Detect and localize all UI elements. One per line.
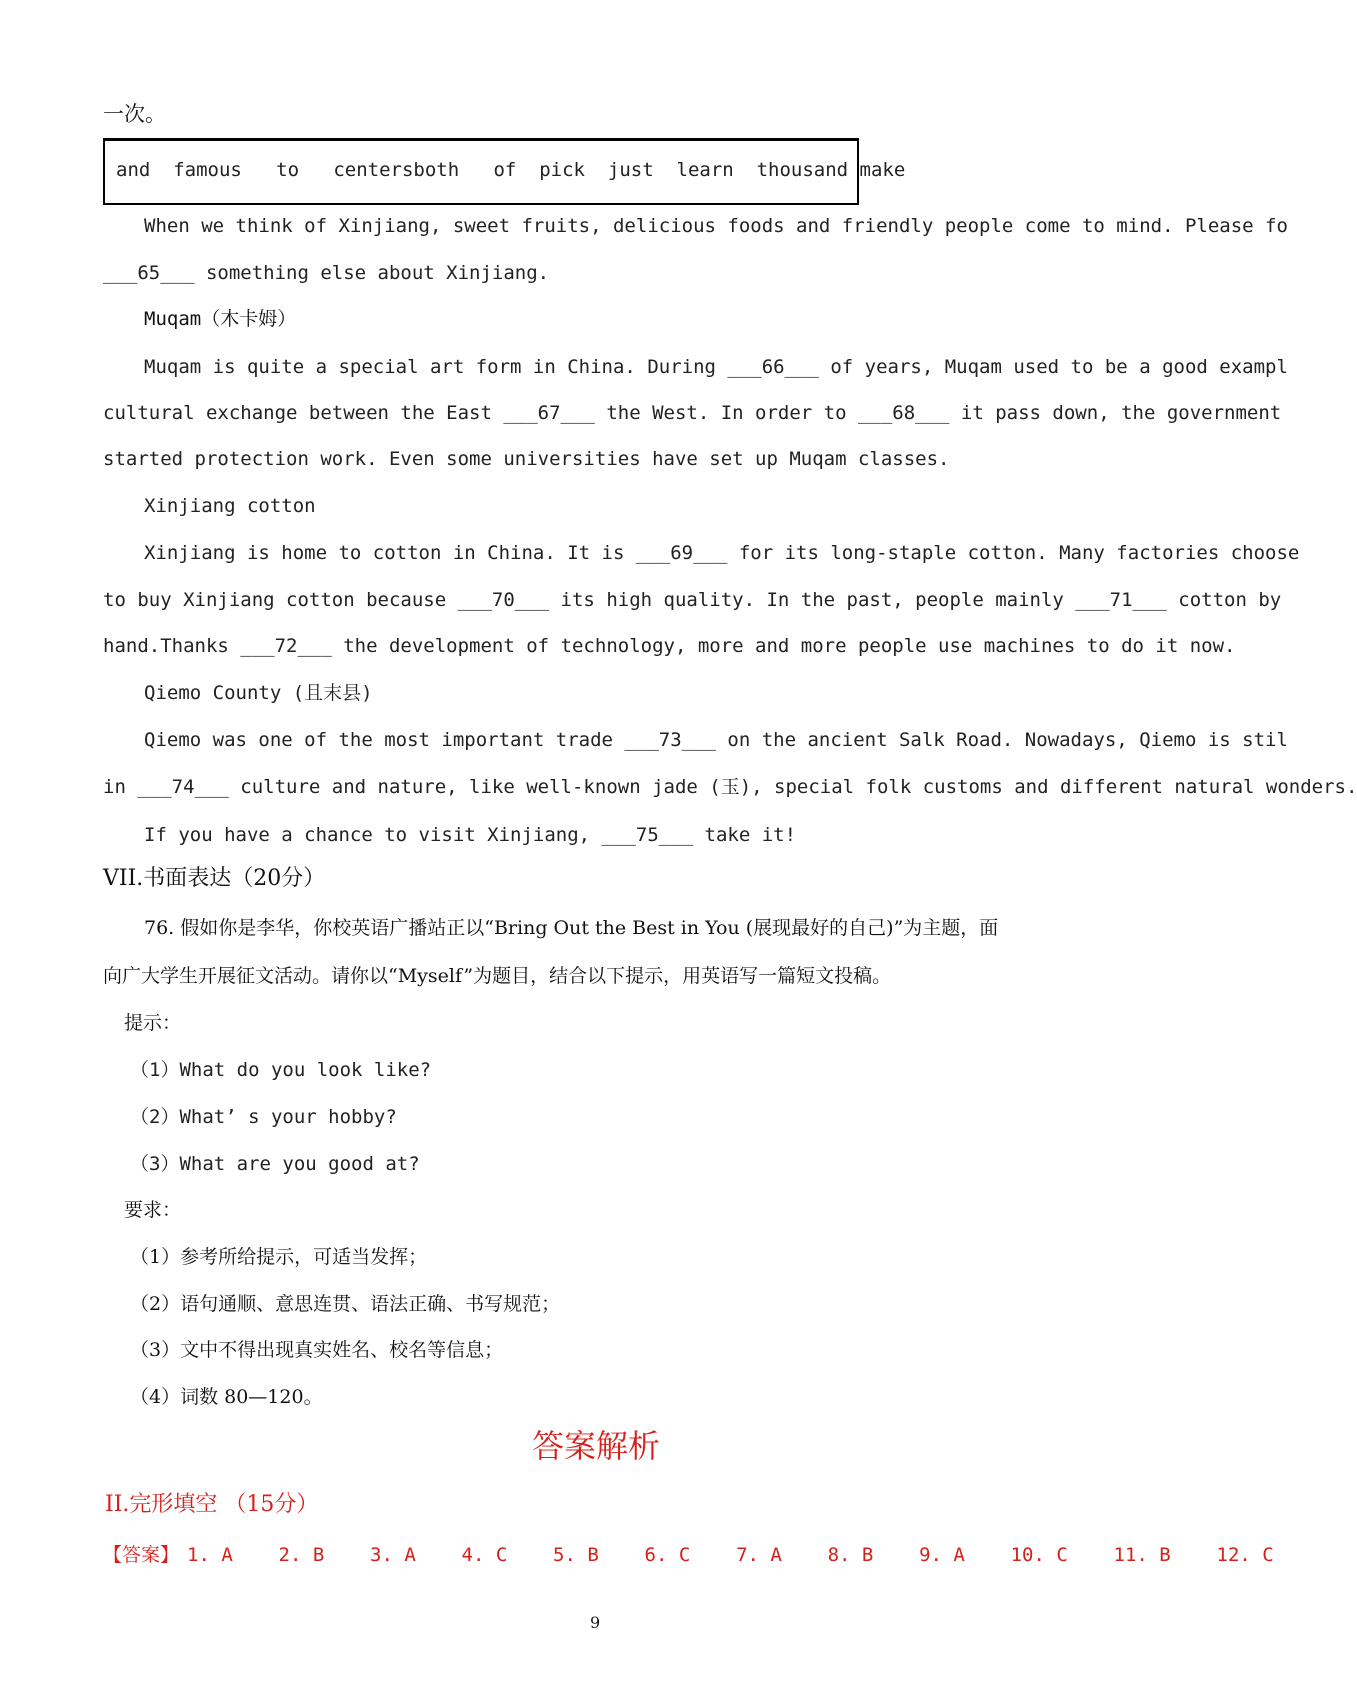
word-bank-text: and famous to centersboth of pick just learn thousand make xyxy=(116,159,906,181)
passage-line: Xinjiang is home to cotton in China. It is ___69___ for its long-staple cotton. Many factories choose xyxy=(144,542,1300,564)
tips-label: 提示： xyxy=(124,1012,182,1034)
passage-line: to buy Xinjiang cotton because ___70___ its high quality. In the past, people mainly ___71___ cotton by xyxy=(103,589,1282,611)
passage-heading-cotton: Xinjiang cotton xyxy=(144,495,316,517)
page-number: 9 xyxy=(590,1613,601,1632)
passage-line: ___65___ something else about Xinjiang. xyxy=(103,262,550,284)
requirement-item: （1）参考所给提示，可适当发挥； xyxy=(130,1246,428,1268)
requirement-item: （2）语句通顺、意思连贯、语法正确、书写规范； xyxy=(130,1293,561,1315)
tip-item: （1）What do you look like? xyxy=(130,1059,432,1081)
answer-title: 答案解析 xyxy=(532,1427,661,1465)
requirement-item: （4）词数 80—120。 xyxy=(130,1386,323,1408)
passage-line: started protection work. Even some universities have set up Muqam classes. xyxy=(103,448,950,470)
passage-heading-muqam: Muqam（木卡姆） xyxy=(144,308,297,330)
section-ii-title: II.完形填空 （15分） xyxy=(105,1492,319,1517)
requirements-label: 要求： xyxy=(124,1199,182,1221)
q76-line-1: 76. 假如你是李华，你校英语广播站正以“Bring Out the Best in You (展现最好的自己)”为主题，面 xyxy=(144,917,999,939)
top-line: 一次。 xyxy=(103,102,166,126)
requirement-item: （3）文中不得出现真实姓名、校名等信息； xyxy=(130,1339,504,1361)
passage-heading-qiemo: Qiemo County (且末县) xyxy=(144,682,373,704)
passage-line: Muqam is quite a special art form in China. During ___66___ of years, Muqam used to be a good exampl xyxy=(144,356,1288,378)
passage-line: in ___74___ culture and nature, like well-known jade (玉), special folk customs and different natural wonders. xyxy=(103,776,1357,798)
passage-line: If you have a chance to visit Xinjiang, ___75___ take it! xyxy=(144,824,797,846)
tip-item: （3）What are you good at? xyxy=(130,1153,420,1175)
answer-label: 【答案】 xyxy=(103,1544,180,1566)
section-vii-title: VII.书面表达（20分） xyxy=(103,866,326,891)
answer-list: 1. A 2. B 3. A 4. C 5. B 6. C 7. A 8. B 9. A 10. C 11. B 12. C xyxy=(187,1544,1274,1566)
passage-line: Qiemo was one of the most important trade ___73___ on the ancient Salk Road. Nowadays, Qiemo is stil xyxy=(144,729,1288,751)
passage-line: cultural exchange between the East ___67___ the West. In order to ___68___ it pass down, the government xyxy=(103,402,1282,424)
passage-line: hand.Thanks ___72___ the development of technology, more and more people use machines to do it now. xyxy=(103,635,1236,657)
tip-item: （2）What’ s your hobby? xyxy=(130,1106,397,1128)
passage-line: When we think of Xinjiang, sweet fruits, delicious foods and friendly people come to mind. Please fo xyxy=(144,215,1288,237)
q76-line-2: 向广大学生开展征文活动。请你以“Myself”为题目，结合以下提示，用英语写一篇短文投稿。 xyxy=(103,965,892,987)
